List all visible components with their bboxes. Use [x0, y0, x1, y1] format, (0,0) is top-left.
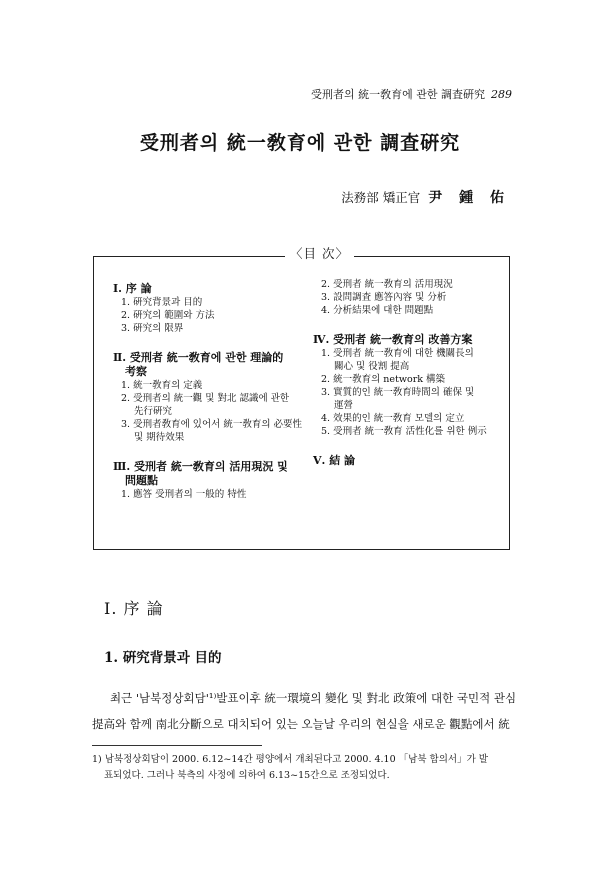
toc-label: 〈目 次〉 — [285, 244, 354, 262]
toc-item: 3. 實質的인 統一敎育時間의 確保 및 — [321, 387, 475, 398]
toc-item: 先行硏究 — [134, 406, 173, 417]
toc-item: 3. 受刑者敎育에 있어서 統一敎育의 必要性 — [121, 419, 303, 430]
running-head — [311, 86, 512, 102]
toc-section: 問題點 — [125, 474, 158, 487]
toc-item: 關心 및 役割 提高 — [334, 361, 410, 372]
toc-item: 4. 效果的인 統一敎育 모델의 定立 — [321, 413, 465, 424]
toc-item: 1. 應答 受刑者의 一般的 特性 — [121, 489, 247, 500]
toc-item: 1. 統一敎育의 定義 — [121, 380, 203, 391]
footnote — [92, 752, 520, 784]
footnote-line: 표되었다. 그러나 북측의 사정에 의하여 6.13~15간으로 조정되었다. — [104, 770, 390, 781]
author-affiliation: 法務部 矯正官 — [341, 190, 421, 205]
toc-item: 1. 硏究背景과 目的 — [121, 297, 203, 308]
toc-item: 3. 設問調査 應答內容 및 分析 — [321, 292, 447, 303]
toc-item: 3. 硏究의 限界 — [121, 323, 184, 334]
toc-item: 4. 分析結果에 대한 問題點 — [321, 305, 434, 316]
toc-section: Ⅲ. 受刑者 統一敎育의 活用現況 및 — [113, 460, 288, 473]
toc-item: 1. 受刑者 統一敎育에 대한 機關長의 — [321, 348, 474, 359]
section-heading: Ⅰ. 序 論 — [104, 599, 164, 618]
body-paragraph: 최근 '남북정상회담'¹⁾발표이후 統一環境의 變化 및 對北 政策에 대한 국민적 관심 提高와 함께 南北分斷으로 대치되어 있는 오늘날 우리의 현실을 새로운 觀點에서 統 — [92, 691, 517, 731]
footnote-rule — [92, 745, 262, 746]
toc-item: 2. 受刑者 統一敎育의 活用現況 — [321, 279, 453, 290]
toc-item: 2. 統一敎育의 network 構築 — [321, 374, 446, 385]
toc-item: 2. 硏究의 範圍와 方法 — [121, 310, 215, 321]
toc-left-column — [113, 282, 302, 501]
toc-section: Ⅰ. 序 論 — [113, 282, 152, 295]
toc-section: Ⅴ. 結 論 — [313, 454, 356, 467]
author-name: 尹 鍾 佑 — [428, 190, 510, 206]
subsection-heading: 1. 硏究背景과 目的 — [104, 650, 222, 666]
page-number: 289 — [491, 88, 512, 101]
toc-item: 5. 受刑者 統一敎育 活性化를 위한 例示 — [321, 426, 487, 437]
toc-section: Ⅳ. 受刑者 統一敎育의 改善方案 — [313, 333, 473, 346]
toc-right-column — [313, 278, 487, 468]
toc-section: Ⅱ. 受刑者 統一敎育에 관한 理論的 — [113, 351, 284, 364]
toc-section: 考察 — [125, 365, 147, 378]
toc-item: 및 期待效果 — [134, 432, 185, 443]
running-head-title: 受刑者의 統一敎育에 관한 調査硏究 — [311, 88, 485, 101]
footnote-line: 1) 남북정상회담이 2000. 6.12~14간 평양에서 개최된다고 2000. 4.10 「남북 합의서」가 발 — [92, 754, 488, 765]
toc-item: 運營 — [334, 400, 354, 411]
paper-title: 受刑者의 統一敎育에 관한 調査硏究 — [139, 132, 461, 154]
author-line — [341, 187, 510, 207]
toc-item: 2. 受刑者의 統一觀 및 對北 認識에 관한 — [121, 393, 290, 404]
body-text — [92, 685, 520, 737]
